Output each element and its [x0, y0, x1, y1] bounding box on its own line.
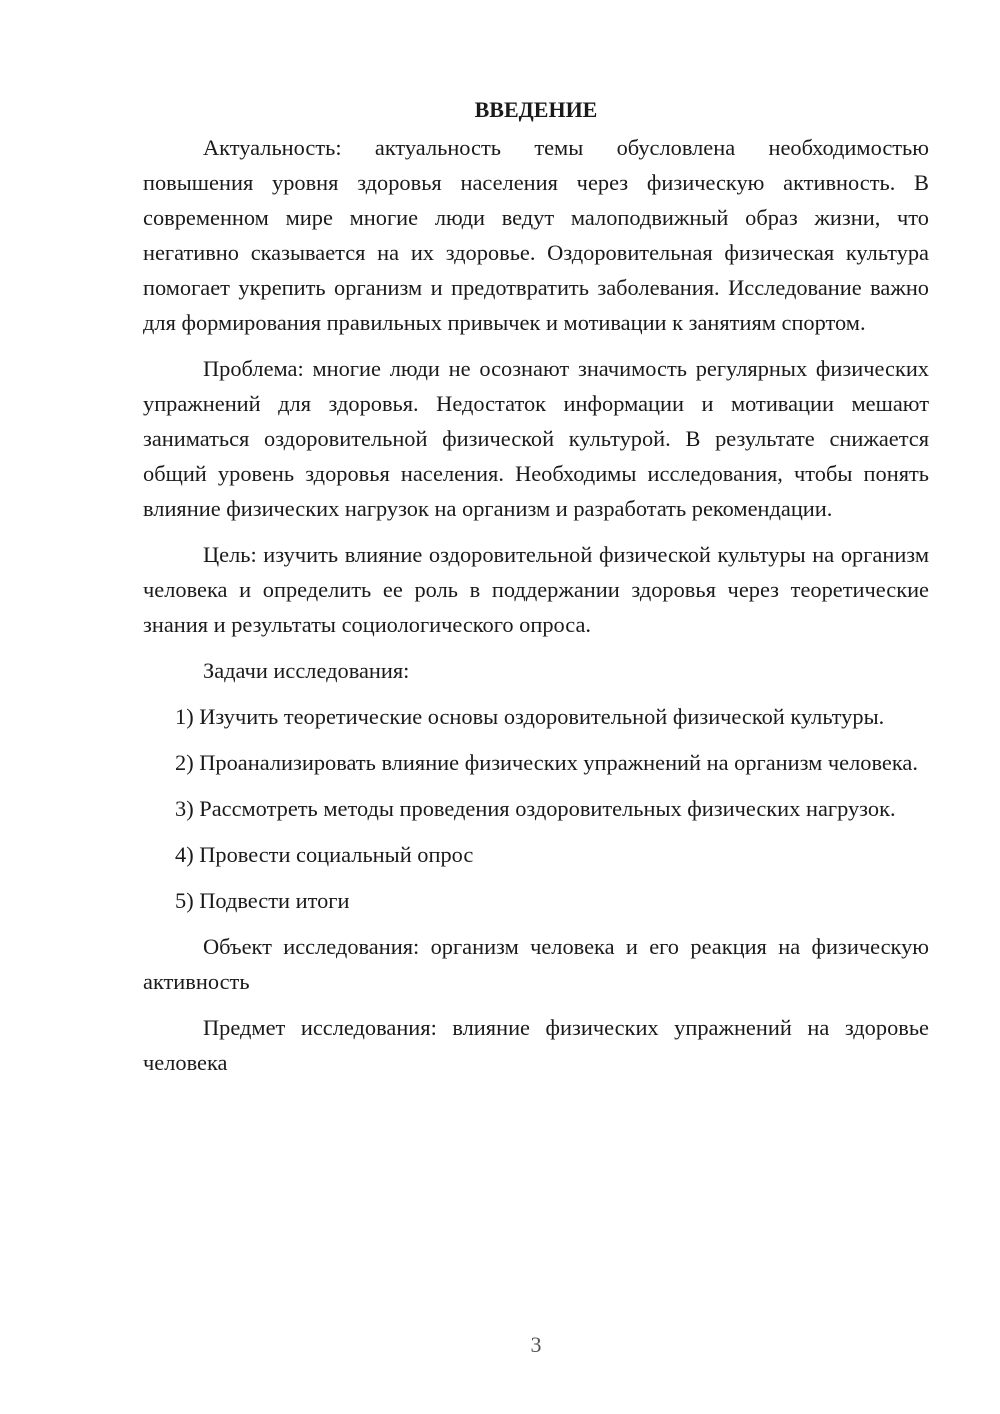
problem-paragraph: Проблема: многие люди не осознают значимость регулярных физических упражнений для здоровья. Недостаток информации и мотивации мешают заниматься оздоровительной физической культурой. В результате снижается общий уровень здоровья населения. Необходимы исследования, чтобы понять влияние физических нагрузок на организм и разработать рекомендации.	[143, 356, 929, 521]
tasks-heading: Задачи исследования:	[203, 658, 410, 683]
task-item-5: 5) Подвести итоги	[175, 888, 350, 913]
page-number: 3	[530, 1332, 542, 1357]
task-item-3: 3) Рассмотреть методы проведения оздоровительных физических нагрузок.	[175, 796, 896, 821]
page-content	[143, 92, 929, 1091]
subject-paragraph: Предмет исследования: влияние физических упражнений на здоровье человека	[143, 1015, 929, 1075]
relevance-paragraph: Актуальность: актуальность темы обусловлена необходимостью повышения уровня здоровья населения через физическую активность. В современном мире многие люди ведут малоподвижный образ жизни, что негативно сказывается на их здоровье. Оздоровительная физическая культура помогает укрепить организм и предотвратить заболевания. Исследование важно для формирования правильных привычек и мотивации к занятиям спортом.	[143, 135, 929, 335]
object-paragraph: Объект исследования: организм человека и его реакция на физическую активность	[143, 934, 929, 994]
goal-paragraph: Цель: изучить влияние оздоровительной физической культуры на организм человека и определить ее роль в поддержании здоровья через теоретические знания и результаты социологического опроса.	[143, 542, 929, 637]
task-item-4: 4) Провести социальный опрос	[175, 842, 474, 867]
task-item-2: 2) Проанализировать влияние физических упражнений на организм человека.	[175, 750, 918, 775]
section-title: ВВЕДЕНИЕ	[474, 97, 598, 122]
task-item-1: 1) Изучить теоретические основы оздоровительной физической культуры.	[175, 704, 885, 729]
